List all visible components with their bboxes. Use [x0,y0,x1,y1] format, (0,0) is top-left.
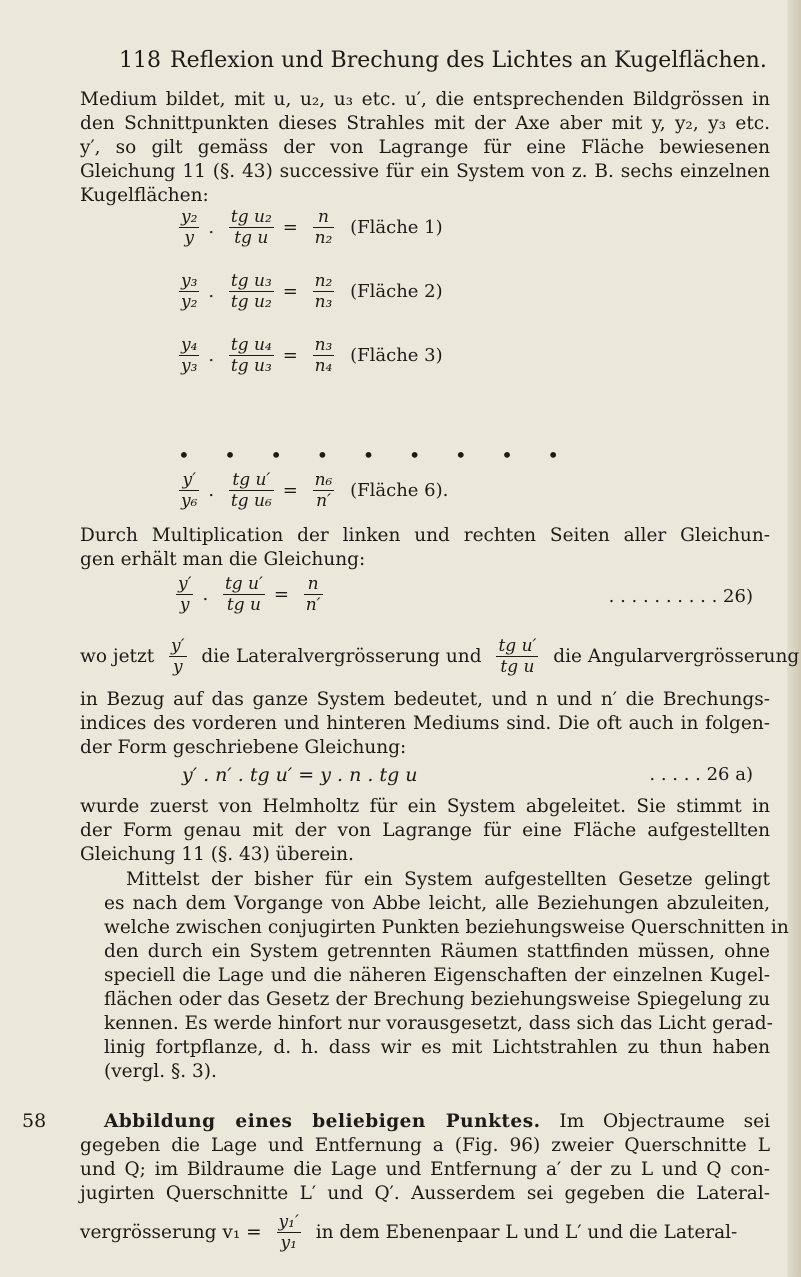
text-line: indices des vorderen und hinteren Mediums sind. Die oft auch in folgen- [80,713,770,734]
section-body [80,1134,770,1206]
text-line: in Bezug auf das ganze System bedeutet, und n und n′ die Brechungs- [80,689,770,710]
equation-flaeche-6: $\frac{y'}{\text{y₆}}$ . $\frac{\text{tg u′}}{\text{tg u₆}}$ = $\frac{\text{n₆}}{n'}$ (Fläche 6). [181,470,449,511]
multiplication-paragraph [80,524,770,572]
helmholtz-paragraph [80,795,770,867]
intro-paragraph [80,88,770,208]
section-last-line: vergrösserung v₁ = $\frac{\text{y₁′}}{\text{y₁}}$ in dem Ebenenpaar L und L′ und die Lateral- [80,1212,738,1253]
text-line: speciell die Lage und die näheren Eigenschaften der einzelnen Kugel- [104,965,770,986]
text-line: jugirten Querschnitte L′ und Q′. Ausserdem sei gegeben die Lateral- [80,1183,770,1204]
text-line: der Form geschriebene Gleichung: [80,737,407,758]
after-paragraph [80,688,770,760]
text-line: welche zwischen conjugirten Punkten beziehungsweise Querschnitten in [104,917,789,938]
text-line: Gleichung 11 (§. 43) überein. [80,844,354,865]
wo-jetzt-line: wo jetzt $\frac{y'}{y}$ die Lateralvergrösserung und $\frac{\text{tg u′}}{\text{tg u}}$ die Angularvergrösserung [80,636,800,677]
equation-flaeche-3: $\frac{\text{y₄}}{\text{y₃}}$ . $\frac{\text{tg u₄}}{\text{tg u₃}}$ = $\frac{\text{n₃}}{\text{n₄}}$ (Fläche 3) [181,335,443,376]
text-line: (vergl. §. 3). [104,1061,217,1082]
text-line: den durch ein System getrennten Räumen stattfinden müssen, ohne [104,941,770,962]
text-line: Durch Multiplication der linken und rechten Seiten aller Gleichun- [80,525,770,546]
section-number: 58 [22,1110,47,1132]
text-line: Gleichung 11 (§. 43) successive für ein System von z. B. sechs einzelnen [80,161,770,182]
ellipsis-dots: • • • • • • • • • [178,443,574,467]
text-line: gegeben die Lage und Entfernung a (Fig. 96) zweier Querschnitte L [80,1135,770,1156]
running-title: Reflexion und Brechung des Lichtes an Kugelflächen. [170,48,767,73]
equation-26: $\frac{y'}{y}$ . $\frac{\text{tg u′}}{\text{tg u}}$ = $\frac{n}{n'}$ [178,574,321,615]
text-line: Mittelst der bisher für ein System aufgestellten Gesetze gelingt [126,869,770,890]
text-line: Medium bildet, mit u, u₂, u₃ etc. u′, die entsprechenden Bildgrössen in [80,89,770,110]
equation-number-26a: . . . . . 26 a) [649,764,753,785]
equation-26a: y′ . n′ . tg u′ = y . n . tg u [182,764,418,786]
text-line: den Schnittpunkten dieses Strahles mit der Axe aber mit y, y₂, y₃ etc. [80,113,770,134]
equation-number-26: . . . . . . . . . . 26) [608,586,753,607]
page-number: 118 [119,48,161,73]
text-line: Kugelflächen: [80,185,209,206]
text-line: und Q; im Bildraume die Lage und Entfernung a′ der zu L und Q con- [80,1159,770,1180]
page-header [0,40,801,74]
text-line: der Form genau mit der von Lagrange für eine Fläche aufgestellten [80,820,770,841]
equation-flaeche-1: $\frac{\text{y₂}}{y}$ . $\frac{\text{tg u₂}}{\text{tg u}}$ = $\frac{n}{\text{n₂}}$ (Fläche 1) [181,207,443,248]
text-line: flächen oder das Gesetz der Brechung beziehungsweise Spiegelung zu [104,989,770,1010]
text-line: kennen. Es werde hinfort nur vorausgesetzt, dass sich das Licht gerad- [104,1013,773,1034]
text-line: gen erhält man die Gleichung: [80,549,366,570]
equation-flaeche-2: $\frac{\text{y₃}}{\text{y₂}}$ . $\frac{\text{tg u₃}}{\text{tg u₂}}$ = $\frac{\text{n₂}}{\text{n₃}}$ (Fläche 2) [181,271,443,312]
text-line: es nach dem Vorgange von Abbe leicht, alle Beziehungen abzuleiten, [104,893,770,914]
text-line: y′, so gilt gemäss der von Lagrange für eine Fläche bewiesenen [80,137,770,158]
text-line: linig fortpflanze, d. h. dass wir es mit Lichtstrahlen zu thun haben [104,1037,770,1058]
section-first-line: Abbildung eines beliebigen Punktes. Im Objectraume sei [104,1111,770,1132]
section-heading: Abbildung eines beliebigen Punktes. [104,1111,541,1132]
mittelst-paragraph [80,868,789,1084]
section-58 [104,1110,770,1134]
text-line: wurde zuerst von Helmholtz für ein System abgeleitet. Sie stimmt in [80,796,770,817]
